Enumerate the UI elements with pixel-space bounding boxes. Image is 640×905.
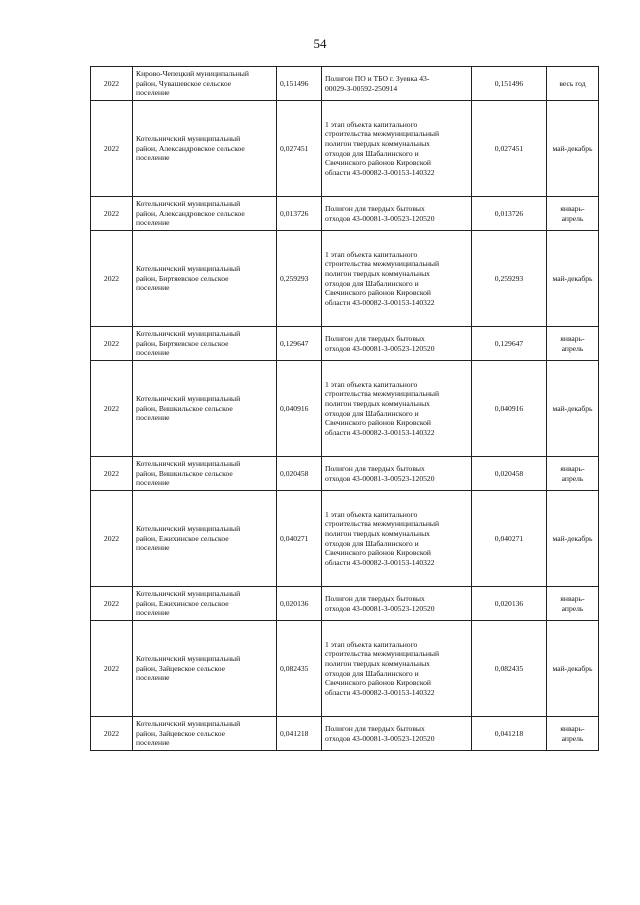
- table-body: [91, 67, 599, 751]
- object-text: 1 этап объекта капитального строительства межмуниципальный полигон твердых коммунальных отходов для Шабалинского и Свечинского районов Кировской области 43-00082-З-00153-140322: [325, 379, 440, 437]
- area-text: Котельничский муниципальный район, Ежихинское сельское поселение: [136, 589, 241, 618]
- capacity-cell: 0,040916: [472, 361, 547, 457]
- object-cell: [322, 327, 472, 361]
- period-cell: январь-апрель: [547, 197, 599, 231]
- period-cell: май-декабрь: [547, 101, 599, 197]
- capacity-cell: 0,259293: [472, 231, 547, 327]
- table-row: [91, 457, 599, 491]
- object-text: Полигон для твердых бытовых отходов 43-00081-З-00523-120520: [325, 333, 435, 353]
- capacity-cell: 0,027451: [472, 101, 547, 197]
- object-cell: [322, 101, 472, 197]
- year-cell: 2022: [91, 361, 133, 457]
- area-cell: [133, 67, 277, 101]
- area-text: Котельничский муниципальный район, Биртяевское сельское поселение: [136, 264, 241, 293]
- area-text: Котельничский муниципальный район, Зайцевское сельское поселение: [136, 719, 241, 748]
- mass-cell: 0,151496: [277, 67, 322, 101]
- object-cell: [322, 717, 472, 751]
- mass-cell: 0,027451: [277, 101, 322, 197]
- area-text: Котельничский муниципальный район, Александровское сельское поселение: [136, 199, 245, 228]
- table-row: [91, 361, 599, 457]
- area-cell: [133, 327, 277, 361]
- mass-cell: 0,041218: [277, 717, 322, 751]
- table-row: [91, 717, 599, 751]
- area-cell: [133, 491, 277, 587]
- area-cell: [133, 197, 277, 231]
- area-cell: [133, 361, 277, 457]
- object-cell: [322, 231, 472, 327]
- object-text: Полигон для твердых бытовых отходов 43-00081-З-00523-120520: [325, 203, 435, 223]
- object-text: Полигон ПО и ТБО г. Зуевка 43- 00029-З-00592-250914: [325, 73, 430, 93]
- mass-cell: 0,129647: [277, 327, 322, 361]
- period-cell: май-декабрь: [547, 621, 599, 717]
- table-row: [91, 491, 599, 587]
- object-text: 1 этап объекта капитального строительства межмуниципальный полигон твердых коммунальных отходов для Шабалинского и Свечинского районов Кировской области 43-00082-З-00153-140322: [325, 249, 440, 307]
- year-cell: 2022: [91, 491, 133, 587]
- table-row: [91, 67, 599, 101]
- object-cell: [322, 491, 472, 587]
- mass-cell: 0,020458: [277, 457, 322, 491]
- mass-cell: 0,013726: [277, 197, 322, 231]
- area-text: Котельничский муниципальный район, Ежихинское сельское поселение: [136, 524, 241, 553]
- period-cell: январь-апрель: [547, 457, 599, 491]
- mass-cell: 0,020136: [277, 587, 322, 621]
- area-text: Котельничский муниципальный район, Вишкильское сельское поселение: [136, 394, 241, 423]
- area-text: Котельничский муниципальный район, Вишкильское сельское поселение: [136, 459, 241, 488]
- area-cell: [133, 101, 277, 197]
- object-cell: [322, 587, 472, 621]
- object-cell: [322, 67, 472, 101]
- capacity-cell: 0,020136: [472, 587, 547, 621]
- year-cell: 2022: [91, 587, 133, 621]
- period-cell: весь год: [547, 67, 599, 101]
- period-cell: январь-апрель: [547, 327, 599, 361]
- table-row: [91, 101, 599, 197]
- period-cell: январь-апрель: [547, 587, 599, 621]
- object-text: 1 этап объекта капитального строительства межмуниципальный полигон твердых коммунальных отходов для Шабалинского и Свечинского районов Кировской области 43-00082-З-00153-140322: [325, 639, 440, 697]
- year-cell: 2022: [91, 101, 133, 197]
- year-cell: 2022: [91, 457, 133, 491]
- mass-cell: 0,040271: [277, 491, 322, 587]
- data-table: [90, 66, 599, 751]
- page-number: 54: [313, 36, 327, 51]
- year-cell: 2022: [91, 197, 133, 231]
- period-cell: май-декабрь: [547, 361, 599, 457]
- object-text: 1 этап объекта капитального строительства межмуниципальный полигон твердых коммунальных отходов для Шабалинского и Свечинского районов Кировской области 43-00082-З-00153-140322: [325, 119, 440, 177]
- area-cell: [133, 717, 277, 751]
- area-text: Котельничский муниципальный район, Александровское сельское поселение: [136, 134, 245, 163]
- mass-cell: 0,082435: [277, 621, 322, 717]
- object-text: Полигон для твердых бытовых отходов 43-00081-З-00523-120520: [325, 463, 435, 483]
- capacity-cell: 0,020458: [472, 457, 547, 491]
- capacity-cell: 0,013726: [472, 197, 547, 231]
- area-text: Кирово-Чепецкий муниципальный район, Чувашевское сельское поселение: [136, 69, 249, 98]
- period-cell: май-декабрь: [547, 491, 599, 587]
- area-text: Котельничский муниципальный район, Зайцевское сельское поселение: [136, 654, 241, 683]
- year-cell: 2022: [91, 327, 133, 361]
- capacity-cell: 0,041218: [472, 717, 547, 751]
- table-row: [91, 587, 599, 621]
- period-cell: январь-апрель: [547, 717, 599, 751]
- area-cell: [133, 621, 277, 717]
- area-text: Котельничский муниципальный район, Биртяевское сельское поселение: [136, 329, 241, 358]
- object-text: Полигон для твердых бытовых отходов 43-00081-З-00523-120520: [325, 723, 435, 743]
- object-cell: [322, 621, 472, 717]
- capacity-cell: 0,151496: [472, 67, 547, 101]
- table-row: [91, 197, 599, 231]
- object-cell: [322, 457, 472, 491]
- object-text: Полигон для твердых бытовых отходов 43-00081-З-00523-120520: [325, 593, 435, 613]
- year-cell: 2022: [91, 67, 133, 101]
- table-row: [91, 327, 599, 361]
- period-cell: май-декабрь: [547, 231, 599, 327]
- table-row: [91, 621, 599, 717]
- mass-cell: 0,259293: [277, 231, 322, 327]
- area-cell: [133, 457, 277, 491]
- table-row: [91, 231, 599, 327]
- year-cell: 2022: [91, 717, 133, 751]
- object-cell: [322, 361, 472, 457]
- year-cell: 2022: [91, 231, 133, 327]
- capacity-cell: 0,129647: [472, 327, 547, 361]
- object-cell: [322, 197, 472, 231]
- object-text: 1 этап объекта капитального строительства межмуниципальный полигон твердых коммунальных отходов для Шабалинского и Свечинского районов Кировской области 43-00082-З-00153-140322: [325, 509, 440, 567]
- area-cell: [133, 231, 277, 327]
- capacity-cell: 0,040271: [472, 491, 547, 587]
- year-cell: 2022: [91, 621, 133, 717]
- mass-cell: 0,040916: [277, 361, 322, 457]
- area-cell: [133, 587, 277, 621]
- capacity-cell: 0,082435: [472, 621, 547, 717]
